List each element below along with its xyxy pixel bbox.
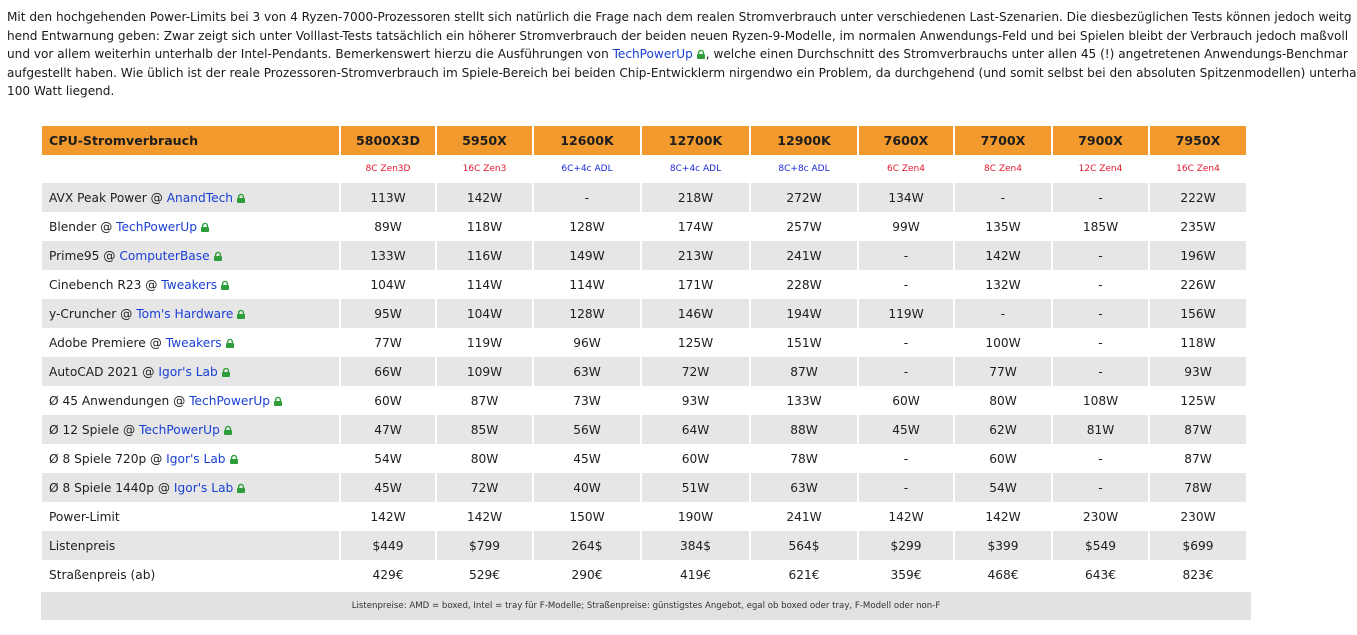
intro-line: aufgestellt haben. Wie üblich ist der reale Prozessoren-Stromverbrauch im Spiele-Bereich bei beiden Chip-Entwicklerm nirgendwo ein Problem, da durchgehend (und somit selbst bei den absoluten Spitzenmodellen) unterha	[7, 65, 1357, 80]
value-cell: 109W	[437, 357, 532, 386]
row-label	[42, 444, 339, 473]
table-row	[42, 415, 1246, 444]
source-link[interactable]: Igor's Lab	[166, 451, 226, 466]
value-cell: 73W	[534, 386, 640, 415]
value-cell: 81W	[1053, 415, 1148, 444]
value-cell: 218W	[642, 183, 749, 212]
source-link[interactable]: Tom's Hardware	[136, 306, 234, 321]
price-row	[42, 531, 1246, 560]
source-link[interactable]: Igor's Lab	[173, 480, 234, 495]
price-cell: 142W	[437, 502, 532, 531]
price-cell: $449	[341, 531, 435, 560]
column-header: 5800X3D	[341, 126, 435, 155]
value-cell: -	[955, 299, 1051, 328]
value-cell: 118W	[437, 212, 532, 241]
price-cell: $699	[1150, 531, 1246, 560]
lock-icon	[233, 307, 246, 321]
price-cell: 142W	[859, 502, 953, 531]
lock-icon	[696, 50, 706, 59]
price-cell: 142W	[341, 502, 435, 531]
column-header: 12700K	[642, 126, 749, 155]
footnote: Listenpreise: AMD = boxed, Intel = tray für F-Modelle; Straßenpreise: günstigstes Angebot, egal ob boxed oder tray, F-Modell oder non-F	[41, 592, 1251, 620]
column-header: 12900K	[751, 126, 857, 155]
row-label	[42, 299, 339, 328]
value-cell: 78W	[1150, 473, 1246, 502]
price-cell: 529€	[437, 560, 532, 589]
spec-cell: 8C Zen3D	[341, 155, 435, 183]
benchmark-name: Ø 45 Anwendungen @	[49, 393, 190, 408]
value-cell: -	[1053, 357, 1148, 386]
value-cell: 60W	[859, 386, 953, 415]
price-cell: 230W	[1150, 502, 1246, 531]
price-cell: 230W	[1053, 502, 1148, 531]
table-row	[42, 473, 1246, 502]
column-header: 7900X	[1053, 126, 1148, 155]
header-label: CPU-Stromverbrauch	[42, 126, 339, 155]
spec-cell: 6C+4c ADL	[534, 155, 640, 183]
row-label	[42, 328, 339, 357]
table-row	[42, 299, 1246, 328]
spec-cell: 8C Zen4	[955, 155, 1051, 183]
value-cell: 222W	[1150, 183, 1246, 212]
intro-line: hend Entwarnung geben: Zwar zeigt sich unter Volllast-Tests tatsächlich ein höherer Stromverbrauch der beiden neuen Ryzen-9-Modelle, im normalen Anwendungs-Feld und bei Spielen bleibt der Verbrauch jedoch maßvoll	[7, 28, 1349, 43]
price-row	[42, 560, 1246, 589]
row-label	[42, 386, 339, 415]
value-cell: 241W	[751, 241, 857, 270]
benchmark-name: y-Cruncher @	[49, 306, 137, 321]
intro-text: , welche einen Durchschnitt des Stromverbrauchs unter allen 45 (!) angetretenen Anwendungs-Benchmar	[705, 47, 1348, 62]
value-cell: -	[1053, 444, 1148, 473]
row-label: Straßenpreis (ab)	[42, 560, 339, 589]
row-label	[42, 241, 339, 270]
spec-row	[42, 155, 1246, 183]
source-link[interactable]: TechPowerUp	[139, 422, 220, 437]
value-cell: 66W	[341, 357, 435, 386]
value-cell: 85W	[437, 415, 532, 444]
price-cell: 241W	[751, 502, 857, 531]
row-label	[42, 183, 339, 212]
value-cell: 235W	[1150, 212, 1246, 241]
value-cell: 87W	[751, 357, 857, 386]
value-cell: 113W	[341, 183, 435, 212]
value-cell: 93W	[1150, 357, 1246, 386]
spec-cell: 16C Zen4	[1150, 155, 1246, 183]
table-row	[42, 241, 1246, 270]
value-cell: -	[859, 241, 953, 270]
table-row	[42, 183, 1246, 212]
price-cell: 643€	[1053, 560, 1148, 589]
value-cell: 128W	[534, 212, 640, 241]
column-header: 7700X	[955, 126, 1051, 155]
price-cell: $549	[1053, 531, 1148, 560]
value-cell: 89W	[341, 212, 435, 241]
source-link[interactable]: TechPowerUp	[189, 393, 270, 408]
value-cell: 174W	[642, 212, 749, 241]
lock-icon	[270, 394, 283, 408]
benchmark-name: AVX Peak Power @	[49, 190, 167, 205]
value-cell: 64W	[642, 415, 749, 444]
value-cell: 47W	[341, 415, 435, 444]
value-cell: 56W	[534, 415, 640, 444]
value-cell: 54W	[341, 444, 435, 473]
value-cell: 87W	[437, 386, 532, 415]
techpowerup-link[interactable]: TechPowerUp	[612, 47, 693, 62]
value-cell: 80W	[955, 386, 1051, 415]
value-cell: 72W	[642, 357, 749, 386]
table-row	[42, 212, 1246, 241]
value-cell: -	[955, 183, 1051, 212]
row-label	[42, 415, 339, 444]
source-link[interactable]: Igor's Lab	[158, 364, 218, 379]
price-cell: 564$	[751, 531, 857, 560]
value-cell: 60W	[955, 444, 1051, 473]
value-cell: 104W	[341, 270, 435, 299]
lock-icon	[220, 423, 233, 437]
lock-icon	[197, 220, 210, 234]
lock-icon	[218, 365, 231, 379]
lock-icon	[210, 249, 223, 263]
value-cell: 119W	[859, 299, 953, 328]
price-cell: 150W	[534, 502, 640, 531]
column-header: 7600X	[859, 126, 953, 155]
price-cell: 384$	[642, 531, 749, 560]
value-cell: -	[1053, 328, 1148, 357]
value-cell: 77W	[341, 328, 435, 357]
value-cell: 146W	[642, 299, 749, 328]
spec-cell: 8C+8c ADL	[751, 155, 857, 183]
value-cell: 194W	[751, 299, 857, 328]
value-cell: -	[859, 270, 953, 299]
value-cell: 63W	[751, 473, 857, 502]
value-cell: 62W	[955, 415, 1051, 444]
lock-icon	[233, 481, 246, 495]
spec-cell: 8C+4c ADL	[642, 155, 749, 183]
price-cell: 190W	[642, 502, 749, 531]
price-cell: 142W	[955, 502, 1051, 531]
intro-paragraph	[7, 8, 1357, 101]
column-header: 5950X	[437, 126, 532, 155]
value-cell: 104W	[437, 299, 532, 328]
value-cell: 135W	[955, 212, 1051, 241]
benchmark-name: Ø 8 Spiele 1440p @	[49, 480, 174, 495]
spec-cell: 12C Zen4	[1053, 155, 1148, 183]
source-link[interactable]: TechPowerUp	[116, 219, 197, 234]
row-label: Power-Limit	[42, 502, 339, 531]
value-cell: 51W	[642, 473, 749, 502]
lock-icon	[222, 336, 235, 350]
header-row	[42, 126, 1246, 155]
price-cell: 290€	[534, 560, 640, 589]
table-row	[42, 328, 1246, 357]
value-cell: 119W	[437, 328, 532, 357]
value-cell: 128W	[534, 299, 640, 328]
value-cell: 87W	[1150, 415, 1246, 444]
lock-icon	[233, 191, 246, 205]
value-cell: 133W	[341, 241, 435, 270]
value-cell: 116W	[437, 241, 532, 270]
value-cell: 45W	[534, 444, 640, 473]
value-cell: 95W	[341, 299, 435, 328]
value-cell: 125W	[1150, 386, 1246, 415]
value-cell: 228W	[751, 270, 857, 299]
value-cell: 171W	[642, 270, 749, 299]
value-cell: 88W	[751, 415, 857, 444]
value-cell: 40W	[534, 473, 640, 502]
value-cell: 257W	[751, 212, 857, 241]
value-cell: -	[1053, 183, 1148, 212]
value-cell: -	[1053, 241, 1148, 270]
value-cell: -	[859, 473, 953, 502]
value-cell: 45W	[859, 415, 953, 444]
price-cell: $399	[955, 531, 1051, 560]
price-cell: 621€	[751, 560, 857, 589]
value-cell: 196W	[1150, 241, 1246, 270]
row-label: Listenpreis	[42, 531, 339, 560]
source-link[interactable]: ComputerBase	[119, 248, 210, 263]
value-cell: 272W	[751, 183, 857, 212]
value-cell: 226W	[1150, 270, 1246, 299]
intro-text: und vor allem weiterhin unterhalb der Intel-Pendants. Bemerkenswert hierzu die Ausführungen von	[7, 47, 613, 62]
value-cell: -	[1053, 270, 1148, 299]
value-cell: -	[1053, 299, 1148, 328]
row-label	[42, 212, 339, 241]
value-cell: 87W	[1150, 444, 1246, 473]
price-cell: 823€	[1150, 560, 1246, 589]
table-row	[42, 270, 1246, 299]
benchmark-name: Blender @	[49, 219, 117, 234]
value-cell: 149W	[534, 241, 640, 270]
benchmark-name: AutoCAD 2021 @	[49, 364, 159, 379]
price-cell: $299	[859, 531, 953, 560]
value-cell: -	[534, 183, 640, 212]
lock-icon	[217, 278, 230, 292]
row-label	[42, 357, 339, 386]
value-cell: 60W	[642, 444, 749, 473]
value-cell: 99W	[859, 212, 953, 241]
benchmark-name: Ø 12 Spiele @	[49, 422, 140, 437]
value-cell: -	[859, 444, 953, 473]
value-cell: 156W	[1150, 299, 1246, 328]
value-cell: 60W	[341, 386, 435, 415]
value-cell: 100W	[955, 328, 1051, 357]
value-cell: 108W	[1053, 386, 1148, 415]
lock-icon	[226, 452, 239, 466]
price-cell: 264$	[534, 531, 640, 560]
value-cell: 63W	[534, 357, 640, 386]
price-cell: 419€	[642, 560, 749, 589]
value-cell: 78W	[751, 444, 857, 473]
value-cell: 142W	[955, 241, 1051, 270]
column-header: 12600K	[534, 126, 640, 155]
source-link[interactable]: AnandTech	[166, 190, 234, 205]
price-row	[42, 502, 1246, 531]
benchmark-name: Adobe Premiere @	[49, 335, 166, 350]
intro-line: Mit den hochgehenden Power-Limits bei 3 von 4 Ryzen-7000-Prozessoren stellt sich natürlich die Frage nach dem realen Stromverbrauch unter verschiedenen Last-Szenarien. Die diesbezüglichen Tests können jedoch weitg	[7, 10, 1352, 24]
table-row	[42, 357, 1246, 386]
price-cell: 468€	[955, 560, 1051, 589]
value-cell: 133W	[751, 386, 857, 415]
value-cell: -	[1053, 473, 1148, 502]
price-cell: $799	[437, 531, 532, 560]
value-cell: 45W	[341, 473, 435, 502]
value-cell: 151W	[751, 328, 857, 357]
value-cell: 54W	[955, 473, 1051, 502]
value-cell: 185W	[1053, 212, 1148, 241]
value-cell: 132W	[955, 270, 1051, 299]
value-cell: 93W	[642, 386, 749, 415]
power-consumption-table	[40, 126, 1248, 589]
benchmark-name: Ø 8 Spiele 720p @	[49, 451, 167, 466]
benchmark-name: Prime95 @	[49, 248, 120, 263]
price-cell: 359€	[859, 560, 953, 589]
value-cell: 80W	[437, 444, 532, 473]
table-row	[42, 386, 1246, 415]
source-link[interactable]: Tweakers	[165, 335, 222, 350]
value-cell: 125W	[642, 328, 749, 357]
intro-line: 100 Watt liegend.	[7, 84, 115, 99]
value-cell: 72W	[437, 473, 532, 502]
spec-cell: 16C Zen3	[437, 155, 532, 183]
column-header: 7950X	[1150, 126, 1246, 155]
intro-line	[7, 45, 1348, 64]
value-cell: 114W	[437, 270, 532, 299]
value-cell: -	[859, 357, 953, 386]
table-row	[42, 444, 1246, 473]
value-cell: 118W	[1150, 328, 1246, 357]
value-cell: 77W	[955, 357, 1051, 386]
value-cell: 96W	[534, 328, 640, 357]
value-cell: 142W	[437, 183, 532, 212]
value-cell: 134W	[859, 183, 953, 212]
spec-label-cell	[42, 155, 339, 183]
source-link[interactable]: Tweakers	[161, 277, 218, 292]
price-cell: 429€	[341, 560, 435, 589]
value-cell: -	[859, 328, 953, 357]
spec-cell: 6C Zen4	[859, 155, 953, 183]
row-label	[42, 473, 339, 502]
row-label	[42, 270, 339, 299]
value-cell: 213W	[642, 241, 749, 270]
benchmark-name: Cinebench R23 @	[49, 277, 162, 292]
value-cell: 114W	[534, 270, 640, 299]
